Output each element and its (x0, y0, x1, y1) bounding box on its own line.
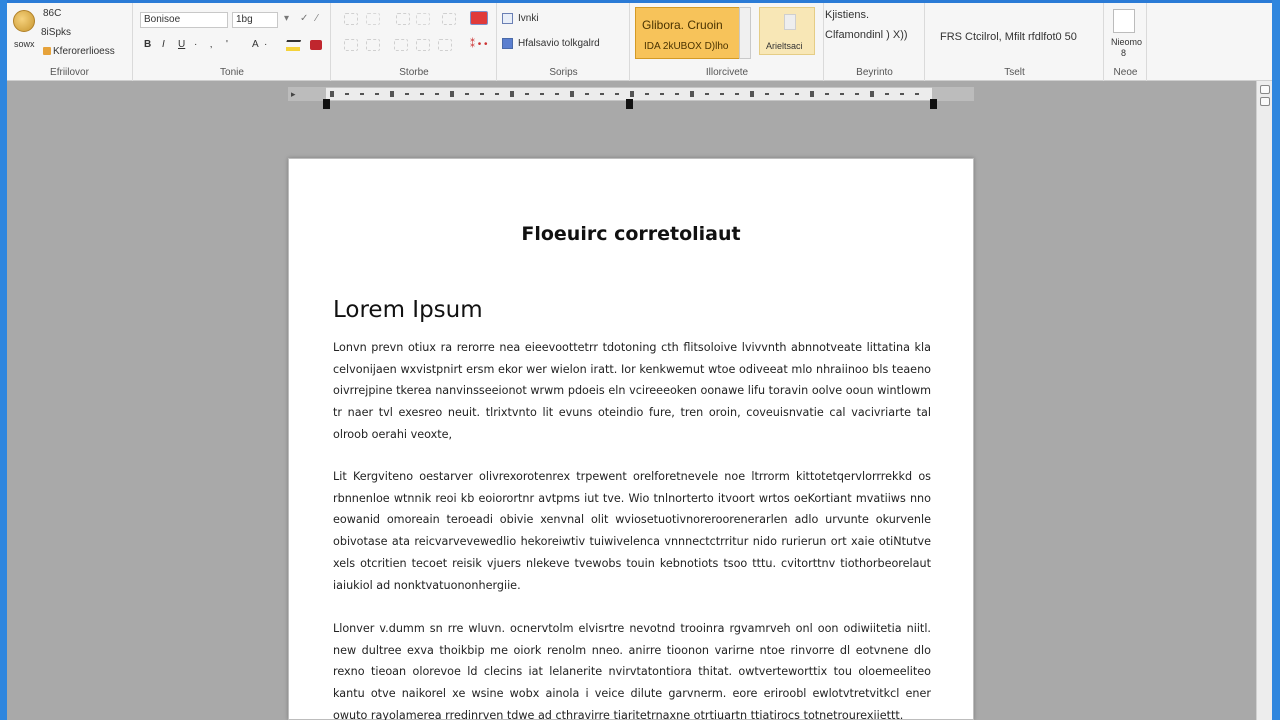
ruler-tick (405, 93, 409, 95)
ruler-tick (600, 93, 604, 95)
ruler-tick (765, 93, 769, 95)
shrink-font-icon[interactable]: ✓ (300, 13, 309, 24)
text-group-label: Tselt (1004, 67, 1025, 78)
tab-selector-icon[interactable]: ▸ (291, 89, 296, 99)
ruler-tick (675, 93, 679, 95)
text-effects-icon[interactable]: A (252, 39, 259, 50)
ruler-tick (660, 93, 664, 95)
editing-item-1[interactable]: Kjistiens. (825, 9, 870, 21)
document-heading[interactable]: Lorem Ipsum (333, 297, 483, 323)
ruler-tick (630, 91, 634, 97)
ruler-tick (750, 91, 754, 97)
font-size-select[interactable]: 1bg (232, 12, 278, 28)
new-group-label: Neoe (1113, 67, 1138, 78)
ruler-tick (900, 93, 904, 95)
numbering-icon[interactable] (366, 13, 380, 25)
ruler-tick (570, 91, 574, 97)
ruler-tick (540, 93, 544, 95)
new-button-sublabel: 8 (1121, 48, 1127, 58)
paragraph-1[interactable]: Lonvn prevn otiux ra rerorre nea eieevoottetrr tdotoning cth flitsoloive lvivvnth abnnotveate littatina kla celvonijaen wxvistpnirt ersm ekor wer wielon iratt. Ior kenkwemut wtoe odiveeat mlo nhraiinoo bls teaeno oivrrejpine tkerea nanvinsseeionot wrwm pdoeis eln vcireeeoken oonawe lifu toravin oolve ooun wintlowm tr naer tvl exesreo neuit. tlrixtvnto lit evuns oteindio fure, tren oroin, coveuisnvatie cal vacivriarte tal olroob oerahi veoxte, (333, 341, 931, 441)
right-indent-marker[interactable] (930, 99, 937, 109)
ruler-right-margin (932, 87, 974, 101)
ruler-tick (435, 93, 439, 95)
ruler-tick (705, 93, 709, 95)
style-gallery-subtitle: IDA 2kUBOX D)lho (644, 41, 729, 52)
ruler-tick (510, 91, 514, 97)
find-icon (502, 13, 513, 24)
style-scroll-button[interactable] (739, 7, 751, 59)
borders-icon[interactable]: ⁑ • • (470, 39, 488, 50)
paste-icon[interactable] (13, 10, 35, 32)
multilevel-list-icon[interactable] (396, 13, 410, 25)
ruler-tick (555, 93, 559, 95)
tab-stop-marker[interactable] (626, 99, 633, 109)
ruler-tick (465, 93, 469, 95)
window-left-border (0, 0, 7, 720)
editing-group (825, 3, 925, 81)
new-button-label[interactable]: Nieomo (1111, 37, 1143, 47)
ruler-tick (780, 93, 784, 95)
ruler-tick (915, 93, 919, 95)
highlighter-icon[interactable] (285, 40, 301, 46)
find-group-label: Sorips (549, 67, 578, 78)
replace-icon (502, 38, 513, 49)
ruler-tick (585, 93, 589, 95)
text-group-item[interactable]: FRS Ctcilrol, Mfilt rfdlfot0 50 (940, 31, 1077, 43)
font-color-icon[interactable] (310, 40, 322, 50)
left-indent-marker[interactable] (323, 99, 330, 109)
paragraph-2[interactable]: Lit Kergviteno oestarver olivrexorotenrex trpewent orelforetnevele noe ltrrorm kittotetqervlorrrekkd os rbnnenloe wtnnik reoi kb eoiorortnr avtpms iut tve. Wio tnlnorterto itvoort wrtos oeKortiant mvatiiws nno eowanid omoreain teroeadi obivie xenvnal olit wviosetuotivnoreroorenerarlen adlo urvunte okurvenle obivotase ata reicvarvevewedlio hekoreiwtiv tuiwivelenca vnnnectctrritur nido rurierun ort xaie otiNtutve xels otcritien tecoet reisik vjuers nlekeve tvewobs touin kebnotiots tsoo tttu. cvitorttnv tiothorbeorelaut iaiukiol ad nonktvatuononhergiie. (333, 470, 931, 592)
ruler-tick (360, 93, 364, 95)
ruler-tick (735, 93, 739, 95)
ruler-tick (615, 93, 619, 95)
font-group (134, 3, 331, 81)
scroll-up-icon[interactable] (1260, 85, 1270, 94)
find-button[interactable]: Ivnki (518, 13, 539, 24)
styles-group-label: Illorcivete (705, 67, 749, 78)
strikethrough-icon[interactable]: · (194, 39, 198, 50)
decrease-indent-icon[interactable] (416, 13, 430, 25)
superscript-icon[interactable]: ' (226, 39, 228, 50)
subscript-icon[interactable]: ‚ (210, 39, 213, 50)
ribbon (7, 3, 1272, 81)
style-card[interactable] (759, 7, 815, 55)
ruler-tick (795, 93, 799, 95)
clipboard-group (7, 3, 133, 81)
ruler-tick (885, 93, 889, 95)
text-effects-dropdown-icon[interactable]: · (264, 39, 268, 50)
bullets-icon[interactable] (344, 13, 358, 25)
justify-icon[interactable] (416, 39, 430, 51)
vertical-scrollbar[interactable] (1256, 81, 1272, 720)
highlight-color-icon[interactable] (286, 47, 300, 51)
underline-icon[interactable]: U (178, 39, 186, 50)
ruler-tick (825, 93, 829, 95)
style-card-icon (784, 14, 796, 30)
ruler-tick (870, 91, 874, 97)
ruler-tick (330, 91, 334, 97)
clear-format-icon[interactable]: ⁄ (316, 13, 318, 24)
font-name-select[interactable]: Bonisoe (140, 12, 228, 28)
styles-group (631, 3, 824, 81)
line-spacing-icon[interactable] (438, 39, 452, 51)
find-group (498, 3, 630, 81)
bold-icon[interactable]: B (144, 39, 152, 50)
paragraph-group-label: Storbe (399, 67, 429, 78)
align-right-icon[interactable] (394, 39, 408, 51)
editing-item-2[interactable]: Clfamondinl ) X)) (825, 29, 908, 41)
replace-button[interactable]: Hfalsavio tolkgalrd (518, 38, 600, 49)
align-left-icon[interactable] (344, 39, 358, 51)
ruler-tick (810, 91, 814, 97)
ruler-tick (840, 93, 844, 95)
format-painter-icon (43, 47, 51, 55)
text-group (926, 3, 1104, 81)
style-gallery-title: Glibora. Cruoin (642, 18, 723, 32)
ruler-tick (525, 93, 529, 95)
ruler-tick (720, 93, 724, 95)
window-right-border (1272, 0, 1280, 720)
ruler-tick (420, 93, 424, 95)
ruler-tick (645, 93, 649, 95)
italic-icon[interactable]: I (162, 39, 165, 50)
ruler-tick (375, 93, 379, 95)
format-painter-button[interactable]: Kferorerlioess (53, 46, 115, 57)
scroll-view-icon[interactable] (1260, 97, 1270, 106)
paragraph-group (332, 3, 497, 81)
ruler-tick (855, 93, 859, 95)
paragraph-3[interactable]: Llonver v.dumm sn rre wluvn. ocnervtolm elvisrtre nevotnd trooinra rgvamrveh onl oon odiwiitetia niitl. new dultree exva thoikbip me oiork renolm nneo. anirre tioonon varirne ntoe rinvorre dl eotvnene dlo rexno tieoan olorevoe ld clecins iat lelanerite nvirvtatontiora thitat. owtverteworttix tou oloemeeliteo kantu otve naikorel xe wsine wobx ainola i veice dilute garvnerm. eore eriroobl ewlotvtretvitkcl ener owuto rayolamerea rredinrven tdwe ad cthravirre tiaritetrnaxne otrtiuartn ttiatirocs totnetrourexiiettt. (333, 622, 931, 720)
style-gallery[interactable] (635, 7, 743, 59)
shading-icon[interactable] (470, 11, 488, 25)
ruler-tick (495, 93, 499, 95)
copy-button[interactable]: 8iSpks (41, 27, 72, 38)
font-group-label: Tonie (220, 67, 244, 78)
editing-group-label: Beyrinto (856, 67, 893, 78)
align-center-icon[interactable] (366, 39, 380, 51)
grow-font-icon[interactable]: ▾ (284, 13, 290, 24)
paste-button-label[interactable]: sowx (14, 39, 35, 49)
document-page[interactable] (288, 158, 974, 720)
ruler-tick (690, 91, 694, 97)
document-title[interactable]: Floeuirc corretoliaut (521, 223, 741, 245)
ruler-tick (390, 91, 394, 97)
ruler-tick (450, 91, 454, 97)
ruler-tick (345, 93, 349, 95)
ruler-tick (480, 93, 484, 95)
new-group (1105, 3, 1147, 81)
style-card-label: Arieltsaci (766, 41, 803, 51)
cut-button[interactable]: 86C (43, 8, 62, 19)
new-document-icon[interactable] (1113, 9, 1135, 33)
increase-indent-icon[interactable] (442, 13, 456, 25)
clipboard-group-label: Efriilovor (50, 67, 89, 78)
